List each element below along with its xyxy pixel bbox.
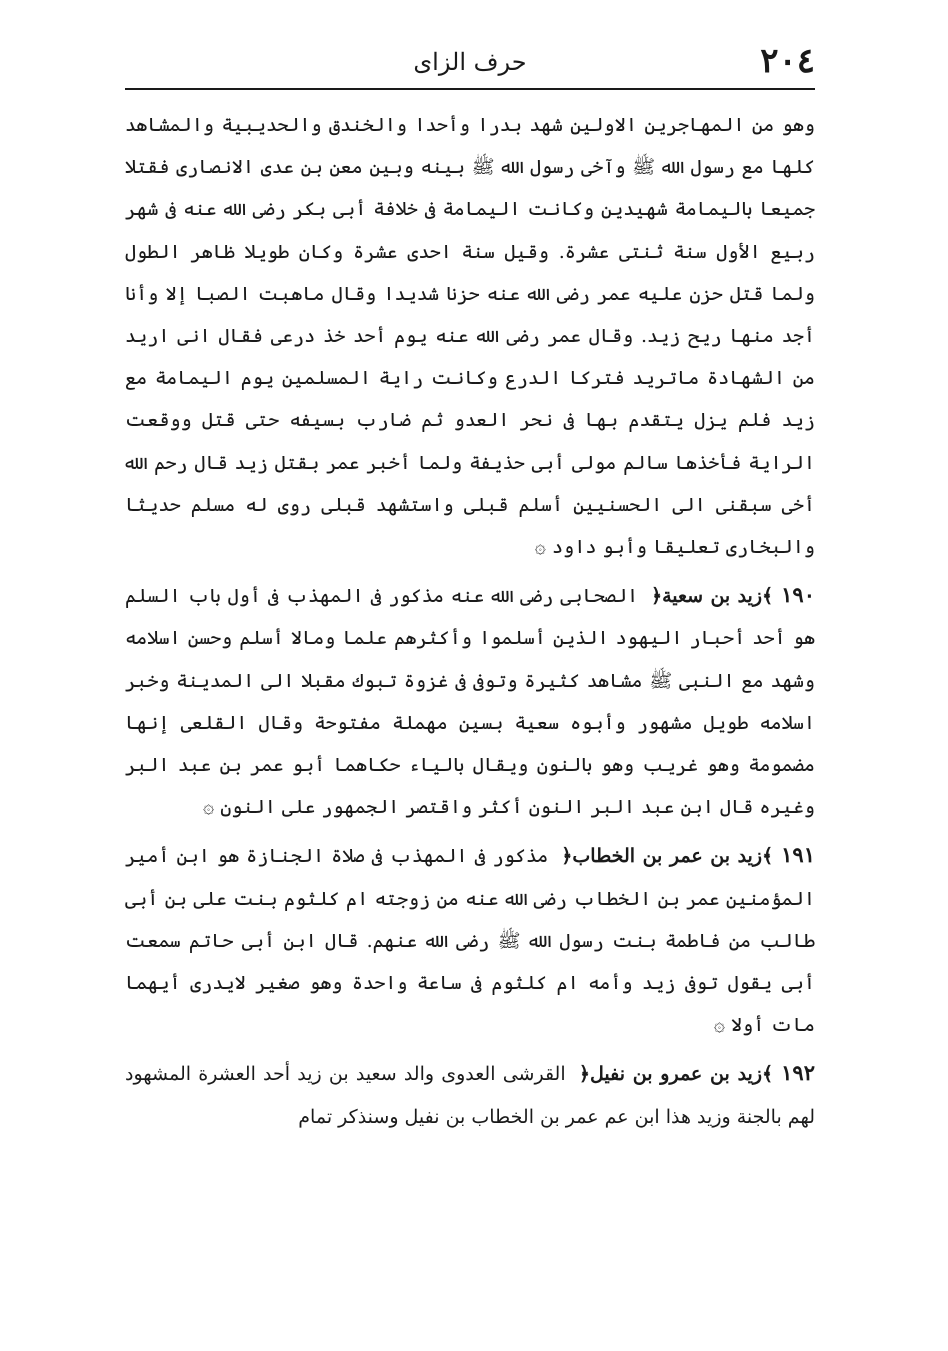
entry-191 bbox=[125, 834, 815, 1046]
entry-text: القرشى العدوى والد سعيد بن زيد أحد العشرة المشهود لهم بالجنة وزيد هذا ابن عم عمر بن الخطاب بن نفيل وسنذكر تمام bbox=[125, 1063, 815, 1128]
entry-190 bbox=[125, 574, 815, 828]
entry-number: ١٩١ bbox=[781, 842, 815, 868]
running-head bbox=[125, 40, 815, 86]
header-rule bbox=[125, 88, 815, 90]
paragraph-text: وهو من المهاجرين الاولين شهد بدرا وأحدا والخندق والحديبية والمشاهد كلها مع رسول الله ﷺ وآخى رسول الله ﷺ بينه وبين معن بن عدى الانصارى فقتلا جميعا باليمامة شهيدين وكانت اليمامة فى خلافة أبى بكر رضى الله عنه فى شهر ربيع الأول سنة ثنتى عشرة. وقيل سنة احدى عشرة وكان طويلا ظاهر الطول ولما قتل حزن عليه عمر رضى الله عنه حزنا شديدا وقال ماهبت الصبا إلا وأنا أجد منها ريح زيد. وقال عمر رضى الله عنه يوم أحد خذ درعى فقال انى اريد من الشهادة ماتريد فتركا الدرع وكانت راية المسلمين يوم اليمامة مع زيد فلم يزل يتقدم بها فى نحر العدو ثم ضارب بسيفه حتى قتل ووقعت الراية فأخذها سالم مولى أبى حذيفة ولما أخبر عمر بقتل زيد قال رحم الله أخى سبقنى الى الحسنيين أسلم قبلى واستشهد قبلى روى له مسلم حديثا والبخارى تعليقا وأبو داود ۞ bbox=[125, 114, 815, 559]
entry-text: مذكور فى المهذب فى صلاة الجنازة هو ابن أمير المؤمنين عمر بن الخطاب رضى الله عنه من زوجته ام كلثوم بنت على بن أبى طالب من فاطمة بنت رسول الله ﷺ رضى الله عنهم. قال ابن أبى حاتم سمعت أبى يقول توفى زيد وأمه ام كلثوم فى ساعة واحدة وهو صغير لايدرى أيهما مات أولا ۞ bbox=[125, 845, 815, 1037]
page-number: ٢٠٤ bbox=[760, 41, 815, 81]
entry-name: ﴾ زيد بن عمر بن الخطاب ﴿ bbox=[561, 845, 773, 867]
paragraph-continuation bbox=[125, 104, 815, 568]
entry-number: ١٩٢ bbox=[781, 1060, 815, 1086]
entry-name: ﴾ زيد بن سعية ﴿ bbox=[651, 585, 773, 607]
entry-text: الصحابى رضى الله عنه مذكور فى المهذب فى أول باب السلم هو أحد أحبار اليهود الذين أسلموا وأكثرهم علما ومالا أسلم وحسن اسلامه وشهد مع النبى ﷺ مشاهد كثيرة وتوفى فى غزوة تبوك مقبلا الى المدينة وخبر اسلامه طويل مشهور وأبوه سعية بسين مهملة مفتوحة وقال القلعى إنها مضمومة وهو غريب وهو بالنون ويقال بالياء حكاهما أبو عمر بن عبد البر وغيره قال ابن عبد البر النون أكثر واقتصر الجمهور على النون ۞ bbox=[125, 585, 815, 819]
entry-name: ﴾ زيد بن عمرو بن نفيل ﴿ bbox=[579, 1063, 773, 1085]
entry-number: ١٩٠ bbox=[781, 582, 815, 608]
entry-192 bbox=[125, 1052, 815, 1137]
page-body bbox=[125, 104, 815, 1138]
section-title: حرف الزاى bbox=[413, 48, 527, 76]
